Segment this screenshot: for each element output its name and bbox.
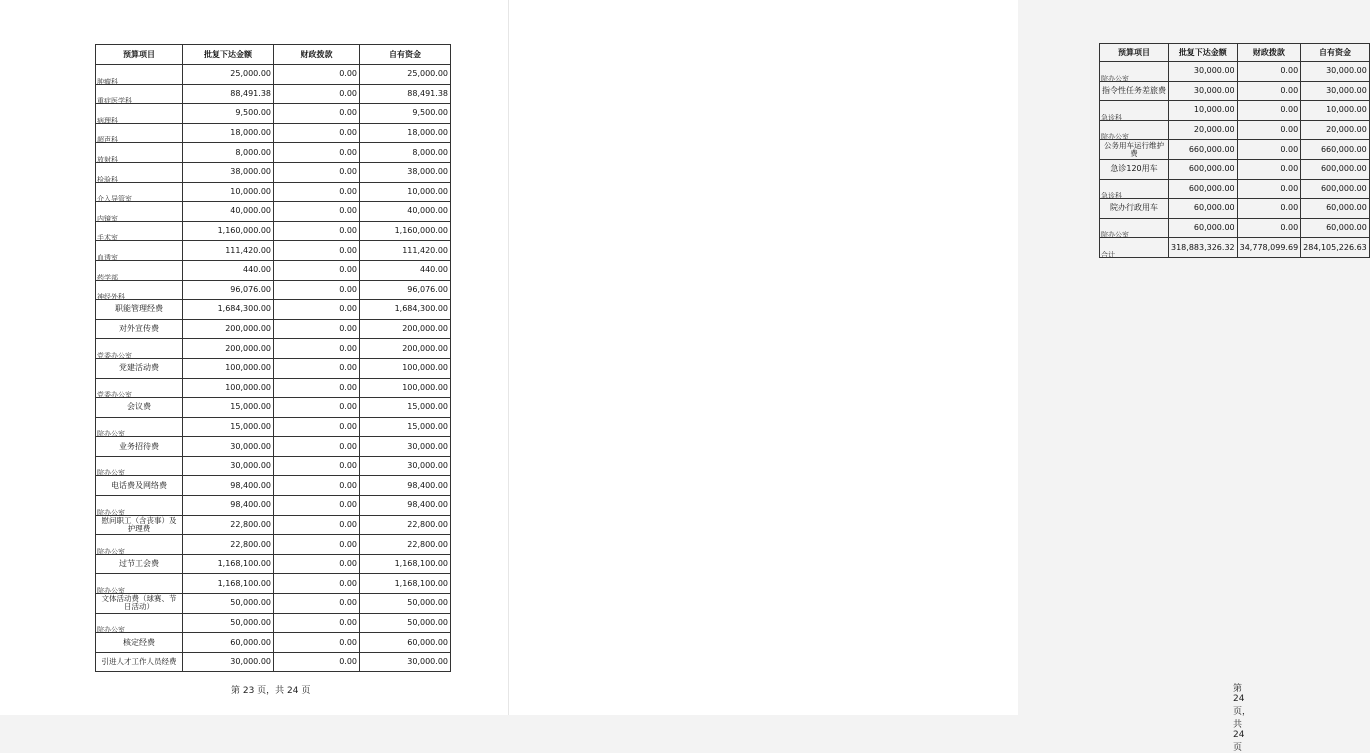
own-funds-cell: 22,800.00 bbox=[360, 535, 451, 555]
table-row bbox=[96, 280, 451, 300]
budget-item-cell bbox=[96, 417, 183, 437]
own-funds-cell: 200,000.00 bbox=[360, 319, 451, 339]
approved-amount-cell: 22,800.00 bbox=[183, 515, 274, 535]
budget-item-cell bbox=[96, 339, 183, 359]
fiscal-allocation-cell: 0.00 bbox=[274, 613, 360, 633]
table-row bbox=[96, 260, 451, 280]
budget-item-cell bbox=[96, 182, 183, 202]
header-budget-item: 预算项目 bbox=[96, 45, 183, 65]
header-approved-amount: 批复下达金额 bbox=[183, 45, 274, 65]
department-label: 合计 bbox=[1101, 250, 1115, 259]
budget-subitem-label: 党建活动费 bbox=[119, 363, 159, 373]
table-row bbox=[96, 496, 451, 516]
budget-item-cell bbox=[96, 594, 183, 614]
own-funds-cell: 600,000.00 bbox=[1301, 179, 1370, 199]
own-funds-cell: 10,000.00 bbox=[1301, 101, 1370, 121]
department-label: 院办公室 bbox=[1101, 231, 1129, 240]
approved-amount-cell: 50,000.00 bbox=[183, 594, 274, 614]
fiscal-allocation-cell: 0.00 bbox=[274, 221, 360, 241]
department-label: 院办公室 bbox=[1101, 74, 1129, 83]
approved-amount-cell: 40,000.00 bbox=[183, 202, 274, 222]
document-page-24 bbox=[509, 0, 1367, 753]
approved-amount-cell: 10,000.00 bbox=[183, 182, 274, 202]
department-label: 党委办公室 bbox=[97, 351, 132, 360]
budget-subitem-label: 文体活动费（球赛、节日活动） bbox=[101, 594, 177, 612]
department-label: 重症医学科 bbox=[97, 97, 132, 106]
department-label: 病理科 bbox=[97, 116, 118, 125]
own-funds-cell: 60,000.00 bbox=[1301, 199, 1370, 219]
fiscal-allocation-cell: 0.00 bbox=[1237, 101, 1301, 121]
header-budget-item: 预算项目 bbox=[1100, 44, 1169, 62]
budget-item-cell bbox=[1100, 140, 1169, 160]
own-funds-cell: 22,800.00 bbox=[360, 515, 451, 535]
fiscal-allocation-cell: 0.00 bbox=[1237, 218, 1301, 238]
budget-table-page-24 bbox=[1099, 43, 1370, 258]
table-body-page-23 bbox=[96, 65, 451, 672]
fiscal-allocation-cell: 34,778,099.69 bbox=[1237, 238, 1301, 258]
approved-amount-cell: 88,491.38 bbox=[183, 84, 274, 104]
budget-item-cell bbox=[96, 398, 183, 418]
budget-item-cell bbox=[96, 260, 183, 280]
table-row bbox=[96, 182, 451, 202]
budget-subitem-label: 对外宣传费 bbox=[119, 324, 159, 334]
department-label: 放射科 bbox=[97, 155, 118, 164]
fiscal-allocation-cell: 0.00 bbox=[274, 65, 360, 85]
own-funds-cell: 1,168,100.00 bbox=[360, 574, 451, 594]
approved-amount-cell: 30,000.00 bbox=[183, 456, 274, 476]
fiscal-allocation-cell: 0.00 bbox=[274, 417, 360, 437]
table-row bbox=[96, 221, 451, 241]
fiscal-allocation-cell: 0.00 bbox=[274, 104, 360, 124]
budget-item-cell bbox=[96, 456, 183, 476]
table-row bbox=[96, 378, 451, 398]
budget-item-cell bbox=[96, 633, 183, 653]
approved-amount-cell: 20,000.00 bbox=[1169, 120, 1238, 140]
table-row bbox=[96, 104, 451, 124]
table-row bbox=[1100, 140, 1370, 160]
department-label: 手术室 bbox=[97, 234, 118, 243]
approved-amount-cell: 1,160,000.00 bbox=[183, 221, 274, 241]
budget-item-cell bbox=[96, 241, 183, 261]
fiscal-allocation-cell: 0.00 bbox=[274, 496, 360, 516]
approved-amount-cell: 8,000.00 bbox=[183, 143, 274, 163]
budget-item-cell bbox=[1100, 199, 1169, 219]
approved-amount-cell: 600,000.00 bbox=[1169, 179, 1238, 199]
table-row bbox=[1100, 62, 1370, 82]
budget-item-cell bbox=[96, 437, 183, 457]
table-row bbox=[96, 613, 451, 633]
budget-item-cell bbox=[96, 476, 183, 496]
table-row bbox=[96, 319, 451, 339]
own-funds-cell: 100,000.00 bbox=[360, 358, 451, 378]
approved-amount-cell: 98,400.00 bbox=[183, 496, 274, 516]
table-row bbox=[96, 456, 451, 476]
budget-item-cell bbox=[96, 104, 183, 124]
approved-amount-cell: 440.00 bbox=[183, 260, 274, 280]
page-number-footer: 第 23 页，共 24 页 bbox=[231, 686, 311, 696]
table-row bbox=[96, 633, 451, 653]
own-funds-cell: 98,400.00 bbox=[360, 496, 451, 516]
table-row bbox=[96, 84, 451, 104]
approved-amount-cell: 10,000.00 bbox=[1169, 101, 1238, 121]
fiscal-allocation-cell: 0.00 bbox=[1237, 179, 1301, 199]
own-funds-cell: 9,500.00 bbox=[360, 104, 451, 124]
budget-item-cell bbox=[1100, 81, 1169, 101]
table-row bbox=[1100, 238, 1370, 258]
approved-amount-cell: 200,000.00 bbox=[183, 339, 274, 359]
own-funds-cell: 1,160,000.00 bbox=[360, 221, 451, 241]
approved-amount-cell: 60,000.00 bbox=[1169, 218, 1238, 238]
budget-item-cell bbox=[1100, 62, 1169, 82]
own-funds-cell: 50,000.00 bbox=[360, 594, 451, 614]
fiscal-allocation-cell: 0.00 bbox=[274, 398, 360, 418]
approved-amount-cell: 15,000.00 bbox=[183, 398, 274, 418]
fiscal-allocation-cell: 0.00 bbox=[274, 574, 360, 594]
budget-item-cell bbox=[96, 358, 183, 378]
budget-item-cell bbox=[96, 613, 183, 633]
budget-table-page-23 bbox=[95, 44, 451, 672]
budget-subitem-label: 电话费及网络费 bbox=[111, 480, 167, 490]
own-funds-cell: 60,000.00 bbox=[1301, 218, 1370, 238]
budget-item-cell bbox=[96, 65, 183, 85]
budget-item-cell bbox=[96, 202, 183, 222]
fiscal-allocation-cell: 0.00 bbox=[1237, 120, 1301, 140]
own-funds-cell: 50,000.00 bbox=[360, 613, 451, 633]
approved-amount-cell: 22,800.00 bbox=[183, 535, 274, 555]
table-row bbox=[96, 574, 451, 594]
budget-item-cell bbox=[1100, 218, 1169, 238]
approved-amount-cell: 1,684,300.00 bbox=[183, 300, 274, 320]
page-number-footer: 第 24 页，共 24 页 bbox=[1233, 684, 1252, 753]
fiscal-allocation-cell: 0.00 bbox=[274, 339, 360, 359]
fiscal-allocation-cell: 0.00 bbox=[1237, 81, 1301, 101]
budget-subitem-label: 院办行政用车 bbox=[1110, 203, 1158, 213]
own-funds-cell: 10,000.00 bbox=[360, 182, 451, 202]
approved-amount-cell: 30,000.00 bbox=[183, 437, 274, 457]
table-row bbox=[96, 162, 451, 182]
budget-item-cell bbox=[96, 162, 183, 182]
table-row bbox=[96, 300, 451, 320]
table-row bbox=[1100, 159, 1370, 179]
own-funds-cell: 8,000.00 bbox=[360, 143, 451, 163]
fiscal-allocation-cell: 0.00 bbox=[274, 378, 360, 398]
fiscal-allocation-cell: 0.00 bbox=[274, 456, 360, 476]
fiscal-allocation-cell: 0.00 bbox=[274, 358, 360, 378]
own-funds-cell: 98,400.00 bbox=[360, 476, 451, 496]
approved-amount-cell: 200,000.00 bbox=[183, 319, 274, 339]
approved-amount-cell: 100,000.00 bbox=[183, 358, 274, 378]
table-row bbox=[1100, 120, 1370, 140]
fiscal-allocation-cell: 0.00 bbox=[274, 515, 360, 535]
table-row bbox=[96, 65, 451, 85]
own-funds-cell: 15,000.00 bbox=[360, 417, 451, 437]
table-row bbox=[1100, 179, 1370, 199]
budget-subitem-label: 公务用车运行维护费 bbox=[1104, 140, 1164, 158]
table-row bbox=[96, 515, 451, 535]
budget-subitem-label: 指令性任务差旅费 bbox=[1102, 85, 1166, 95]
table-row bbox=[1100, 81, 1370, 101]
department-label: 神经外科 bbox=[97, 293, 125, 302]
fiscal-allocation-cell: 0.00 bbox=[274, 162, 360, 182]
budget-item-cell bbox=[96, 221, 183, 241]
own-funds-cell: 30,000.00 bbox=[1301, 81, 1370, 101]
budget-item-cell bbox=[1100, 159, 1169, 179]
approved-amount-cell: 111,420.00 bbox=[183, 241, 274, 261]
budget-subitem-label: 核定经费 bbox=[123, 637, 155, 647]
budget-item-cell bbox=[96, 496, 183, 516]
approved-amount-cell: 25,000.00 bbox=[183, 65, 274, 85]
fiscal-allocation-cell: 0.00 bbox=[274, 437, 360, 457]
budget-item-cell bbox=[96, 554, 183, 574]
own-funds-cell: 38,000.00 bbox=[360, 162, 451, 182]
table-body-page-24 bbox=[1100, 62, 1370, 258]
department-label: 介入导管室 bbox=[97, 195, 132, 204]
own-funds-cell: 200,000.00 bbox=[360, 339, 451, 359]
approved-amount-cell: 15,000.00 bbox=[183, 417, 274, 437]
fiscal-allocation-cell: 0.00 bbox=[274, 84, 360, 104]
department-label: 院办公室 bbox=[1101, 133, 1129, 142]
table-row bbox=[1100, 199, 1370, 219]
table-row bbox=[96, 339, 451, 359]
fiscal-allocation-cell: 0.00 bbox=[274, 143, 360, 163]
own-funds-cell: 30,000.00 bbox=[360, 456, 451, 476]
fiscal-allocation-cell: 0.00 bbox=[274, 652, 360, 672]
own-funds-cell: 30,000.00 bbox=[360, 437, 451, 457]
table-row bbox=[96, 535, 451, 555]
table-row bbox=[96, 123, 451, 143]
department-label: 院办公室 bbox=[97, 430, 125, 439]
fiscal-allocation-cell: 0.00 bbox=[274, 260, 360, 280]
own-funds-cell: 30,000.00 bbox=[360, 652, 451, 672]
approved-amount-cell: 1,168,100.00 bbox=[183, 554, 274, 574]
own-funds-cell: 15,000.00 bbox=[360, 398, 451, 418]
own-funds-cell: 40,000.00 bbox=[360, 202, 451, 222]
header-fiscal-allocation: 财政拨款 bbox=[274, 45, 360, 65]
approved-amount-cell: 660,000.00 bbox=[1169, 140, 1238, 160]
approved-amount-cell: 9,500.00 bbox=[183, 104, 274, 124]
document-page-23 bbox=[0, 0, 509, 715]
own-funds-cell: 30,000.00 bbox=[1301, 62, 1370, 82]
own-funds-cell: 25,000.00 bbox=[360, 65, 451, 85]
budget-subitem-label: 慰问职工（含丧事）及护理费 bbox=[101, 515, 177, 533]
approved-amount-cell: 98,400.00 bbox=[183, 476, 274, 496]
table-header-row bbox=[96, 45, 451, 65]
budget-item-cell bbox=[96, 515, 183, 535]
own-funds-cell: 1,168,100.00 bbox=[360, 554, 451, 574]
fiscal-allocation-cell: 0.00 bbox=[274, 300, 360, 320]
department-label: 院办公室 bbox=[97, 469, 125, 478]
header-own-funds: 自有资金 bbox=[360, 45, 451, 65]
budget-item-cell bbox=[96, 143, 183, 163]
fiscal-allocation-cell: 0.00 bbox=[274, 554, 360, 574]
approved-amount-cell: 600,000.00 bbox=[1169, 159, 1238, 179]
budget-subitem-label: 急诊120用车 bbox=[1110, 164, 1158, 174]
budget-item-cell bbox=[96, 84, 183, 104]
header-own-funds: 自有资金 bbox=[1301, 44, 1370, 62]
own-funds-cell: 660,000.00 bbox=[1301, 140, 1370, 160]
budget-subitem-label: 职能管理经费 bbox=[115, 304, 163, 314]
fiscal-allocation-cell: 0.00 bbox=[274, 280, 360, 300]
fiscal-allocation-cell: 0.00 bbox=[274, 594, 360, 614]
department-label: 院办公室 bbox=[97, 587, 125, 596]
approved-amount-cell: 30,000.00 bbox=[1169, 62, 1238, 82]
budget-item-cell bbox=[96, 378, 183, 398]
own-funds-cell: 60,000.00 bbox=[360, 633, 451, 653]
own-funds-cell: 88,491.38 bbox=[360, 84, 451, 104]
department-label: 检验科 bbox=[97, 175, 118, 184]
budget-item-cell bbox=[1100, 101, 1169, 121]
table-header-row bbox=[1100, 44, 1370, 62]
fiscal-allocation-cell: 0.00 bbox=[274, 182, 360, 202]
department-label: 肿瘤科 bbox=[97, 77, 118, 86]
budget-subitem-label: 会议费 bbox=[127, 402, 151, 412]
approved-amount-cell: 30,000.00 bbox=[1169, 81, 1238, 101]
approved-amount-cell: 30,000.00 bbox=[183, 652, 274, 672]
table-row bbox=[96, 594, 451, 614]
department-label: 急诊科 bbox=[1101, 113, 1122, 122]
fiscal-allocation-cell: 0.00 bbox=[1237, 140, 1301, 160]
fiscal-allocation-cell: 0.00 bbox=[1237, 62, 1301, 82]
department-label: 药学部 bbox=[97, 273, 118, 282]
budget-item-cell bbox=[96, 123, 183, 143]
budget-item-cell bbox=[96, 319, 183, 339]
fiscal-allocation-cell: 0.00 bbox=[274, 535, 360, 555]
budget-subitem-label: 业务招待费 bbox=[119, 441, 159, 451]
fiscal-allocation-cell: 0.00 bbox=[274, 633, 360, 653]
approved-amount-cell: 38,000.00 bbox=[183, 162, 274, 182]
approved-amount-cell: 100,000.00 bbox=[183, 378, 274, 398]
table-row bbox=[96, 143, 451, 163]
approved-amount-cell: 18,000.00 bbox=[183, 123, 274, 143]
department-label: 内镜室 bbox=[97, 214, 118, 223]
table-row bbox=[96, 241, 451, 261]
department-label: 超声科 bbox=[97, 136, 118, 145]
fiscal-allocation-cell: 0.00 bbox=[274, 123, 360, 143]
table-row bbox=[96, 358, 451, 378]
own-funds-cell: 440.00 bbox=[360, 260, 451, 280]
budget-item-cell bbox=[1100, 238, 1169, 258]
budget-subitem-label: 引进人才工作人员经费 bbox=[101, 657, 177, 667]
budget-item-cell bbox=[1100, 179, 1169, 199]
budget-subitem-label: 过节工会费 bbox=[119, 559, 159, 569]
approved-amount-cell: 1,168,100.00 bbox=[183, 574, 274, 594]
table-row bbox=[1100, 101, 1370, 121]
fiscal-allocation-cell: 0.00 bbox=[274, 319, 360, 339]
fiscal-allocation-cell: 0.00 bbox=[274, 202, 360, 222]
table-row bbox=[96, 554, 451, 574]
department-label: 院办公室 bbox=[97, 547, 125, 556]
header-approved-amount: 批复下达金额 bbox=[1169, 44, 1238, 62]
own-funds-cell: 96,076.00 bbox=[360, 280, 451, 300]
table-row bbox=[96, 417, 451, 437]
own-funds-cell: 100,000.00 bbox=[360, 378, 451, 398]
department-label: 血透室 bbox=[97, 253, 118, 262]
department-label: 党委办公室 bbox=[97, 391, 132, 400]
own-funds-cell: 20,000.00 bbox=[1301, 120, 1370, 140]
budget-item-cell bbox=[96, 535, 183, 555]
budget-item-cell bbox=[96, 280, 183, 300]
own-funds-cell: 111,420.00 bbox=[360, 241, 451, 261]
approved-amount-cell: 60,000.00 bbox=[1169, 199, 1238, 219]
approved-amount-cell: 96,076.00 bbox=[183, 280, 274, 300]
approved-amount-cell: 318,883,326.32 bbox=[1169, 238, 1238, 258]
fiscal-allocation-cell: 0.00 bbox=[1237, 159, 1301, 179]
own-funds-cell: 600,000.00 bbox=[1301, 159, 1370, 179]
fiscal-allocation-cell: 0.00 bbox=[1237, 199, 1301, 219]
department-label: 院办公室 bbox=[97, 626, 125, 635]
own-funds-cell: 18,000.00 bbox=[360, 123, 451, 143]
budget-item-cell bbox=[96, 300, 183, 320]
table-row bbox=[96, 202, 451, 222]
department-label: 急诊科 bbox=[1101, 192, 1122, 201]
budget-item-cell bbox=[96, 652, 183, 672]
budget-item-cell bbox=[96, 574, 183, 594]
table-row bbox=[96, 652, 451, 672]
approved-amount-cell: 60,000.00 bbox=[183, 633, 274, 653]
own-funds-cell: 284,105,226.63 bbox=[1301, 238, 1370, 258]
table-row bbox=[96, 476, 451, 496]
table-row bbox=[96, 437, 451, 457]
budget-item-cell bbox=[1100, 120, 1169, 140]
department-label: 院办公室 bbox=[97, 508, 125, 517]
fiscal-allocation-cell: 0.00 bbox=[274, 476, 360, 496]
fiscal-allocation-cell: 0.00 bbox=[274, 241, 360, 261]
table-row bbox=[96, 398, 451, 418]
approved-amount-cell: 50,000.00 bbox=[183, 613, 274, 633]
header-fiscal-allocation: 财政拨款 bbox=[1237, 44, 1301, 62]
own-funds-cell: 1,684,300.00 bbox=[360, 300, 451, 320]
table-row bbox=[1100, 218, 1370, 238]
